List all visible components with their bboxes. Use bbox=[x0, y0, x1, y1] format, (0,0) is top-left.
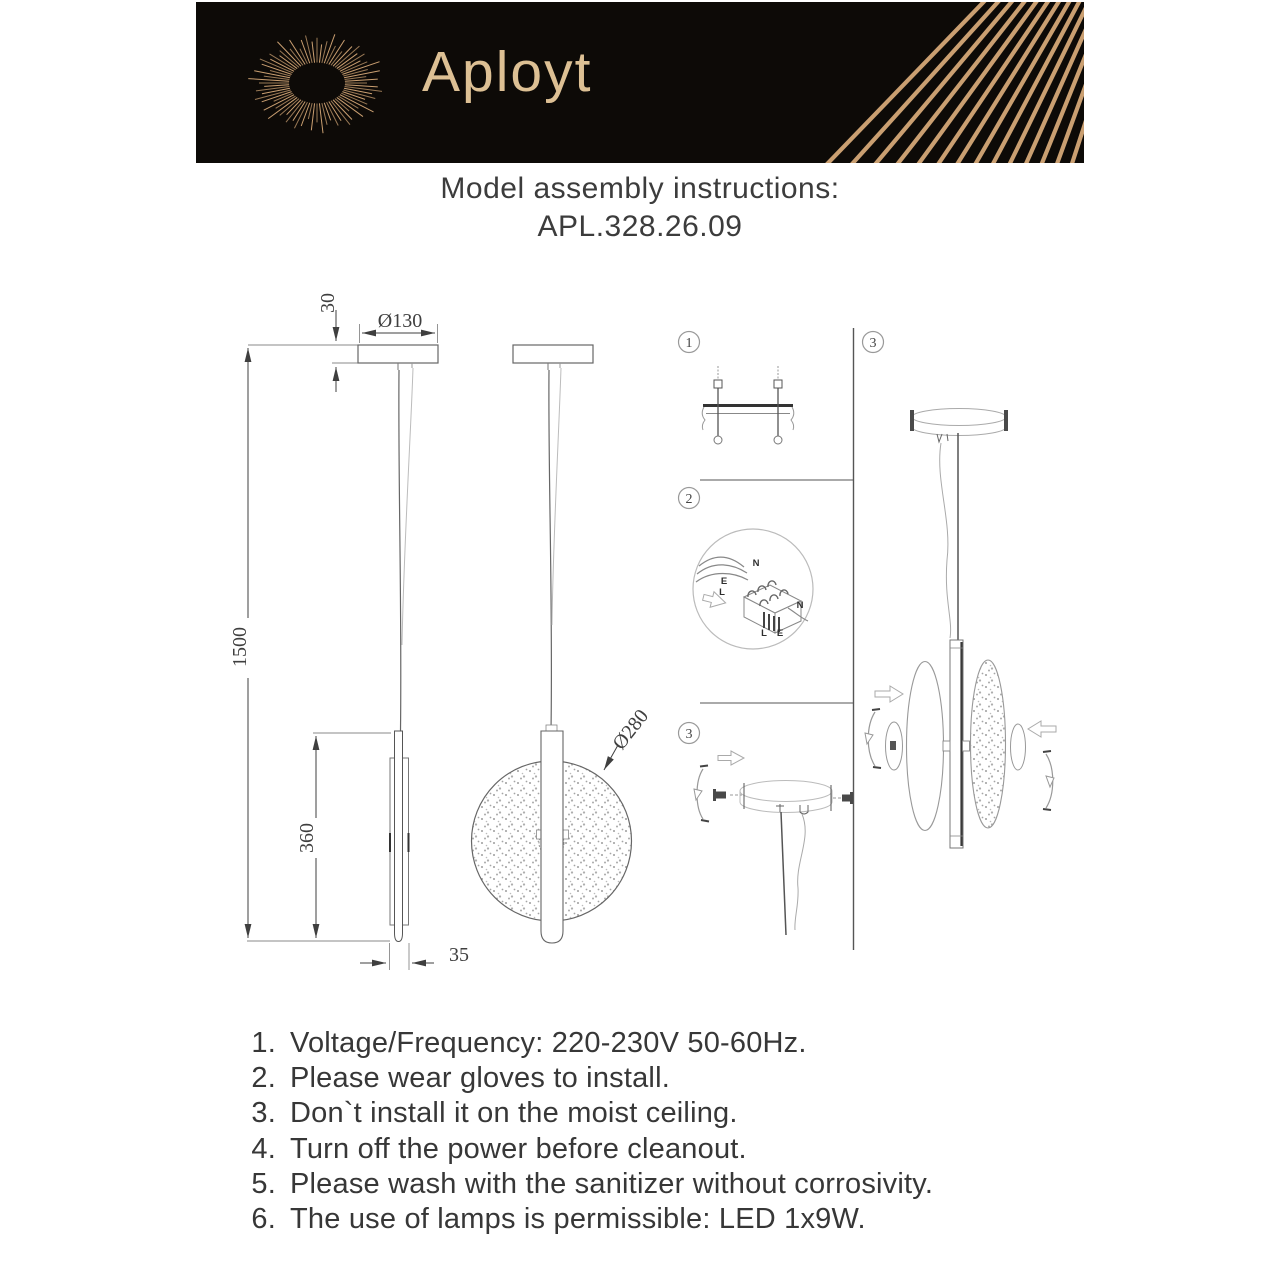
dim-lamp-thickness bbox=[360, 944, 469, 966]
brand-header bbox=[196, 2, 1084, 163]
mounting-ring-right bbox=[1011, 724, 1026, 770]
shade-disc bbox=[971, 660, 1006, 828]
dim-suspension-length bbox=[229, 348, 251, 938]
wire-label-l-left: L bbox=[719, 587, 725, 598]
diffuser-disc bbox=[907, 662, 944, 831]
set-screw-left bbox=[713, 789, 726, 801]
step1-badge bbox=[679, 332, 700, 353]
title-block bbox=[0, 170, 1280, 245]
step3-assembly-diagram bbox=[865, 409, 1056, 849]
step3-right-number: 3 bbox=[869, 336, 877, 351]
wire-label-e-left: E bbox=[720, 576, 728, 587]
wire-label-l-bottom: L bbox=[761, 628, 767, 639]
list-item bbox=[246, 1026, 1086, 1061]
item-text: Turn off the power before cleanout. bbox=[290, 1132, 747, 1165]
dim-35-label: 35 bbox=[449, 944, 469, 966]
step3-canopy-diagram bbox=[694, 751, 853, 935]
pendant-side-view bbox=[358, 345, 438, 942]
step2-wiring-diagram bbox=[693, 529, 813, 649]
item-text: Voltage/Frequency: 220-230V 50-60Hz. bbox=[290, 1027, 807, 1059]
rotate-arrow-icon-right bbox=[1043, 751, 1054, 810]
sunburst-logo-icon bbox=[248, 34, 382, 133]
dim-canopy-height bbox=[317, 293, 339, 392]
instruction-list bbox=[246, 1026, 1086, 1237]
item-text: The use of lamps is permissible: LED 1x9W. bbox=[290, 1203, 866, 1236]
page-title: Model assembly instructions: bbox=[440, 172, 840, 205]
list-item bbox=[246, 1132, 1086, 1167]
item-text: Please wash with the sanitizer without corrosivity. bbox=[290, 1167, 934, 1200]
dim-130-label: Ø130 bbox=[377, 310, 423, 332]
technical-drawing bbox=[228, 278, 1090, 970]
wire-label-e-bottom: E bbox=[776, 628, 784, 639]
step1-number: 1 bbox=[685, 336, 693, 351]
dim-1500-label: 1500 bbox=[229, 627, 251, 667]
set-screw-right bbox=[842, 792, 853, 804]
dim-lamp-height bbox=[296, 736, 318, 938]
push-arrow-icon bbox=[718, 751, 744, 765]
corner-rays-decoration bbox=[571, 2, 1084, 163]
step3-number: 3 bbox=[685, 727, 693, 742]
list-item bbox=[246, 1061, 1086, 1096]
step2-badge bbox=[679, 488, 700, 509]
item-number: 4. bbox=[251, 1132, 276, 1165]
item-text: Don`t install it on the moist ceiling. bbox=[290, 1097, 738, 1130]
list-item bbox=[246, 1096, 1086, 1131]
dim-canopy-diameter bbox=[362, 310, 435, 333]
rotate-arrow-icon-left bbox=[865, 709, 881, 768]
wire-label-n-top: N bbox=[752, 558, 760, 569]
step3-right-badge bbox=[863, 332, 884, 353]
model-number: APL.328.26.09 bbox=[537, 210, 743, 243]
pendant-front-view bbox=[472, 345, 632, 943]
item-text: Please wear gloves to install. bbox=[290, 1062, 670, 1095]
wire-label-n-right: N bbox=[796, 600, 804, 611]
dim-360-label: 360 bbox=[296, 823, 318, 853]
item-number: 6. bbox=[251, 1203, 276, 1236]
push-arrow-icon-right bbox=[1028, 721, 1056, 737]
item-number: 1. bbox=[251, 1027, 276, 1059]
step3-badge bbox=[679, 723, 700, 744]
list-item bbox=[246, 1202, 1086, 1237]
step1-mounting-diagram bbox=[702, 366, 794, 444]
item-number: 3. bbox=[251, 1097, 276, 1130]
step2-number: 2 bbox=[685, 492, 693, 507]
rotate-arrow-icon bbox=[694, 766, 709, 822]
push-arrow-icon-left bbox=[875, 686, 903, 702]
dim-280-label: Ø280 bbox=[608, 705, 654, 754]
dim-30-label: 30 bbox=[317, 293, 339, 313]
header-decoration bbox=[196, 2, 1084, 163]
brand-logo-text: Aployt bbox=[422, 40, 593, 104]
item-number: 5. bbox=[251, 1167, 276, 1200]
dim-shade-diameter bbox=[604, 705, 653, 770]
item-number: 2. bbox=[251, 1062, 276, 1095]
list-item bbox=[246, 1167, 1086, 1202]
